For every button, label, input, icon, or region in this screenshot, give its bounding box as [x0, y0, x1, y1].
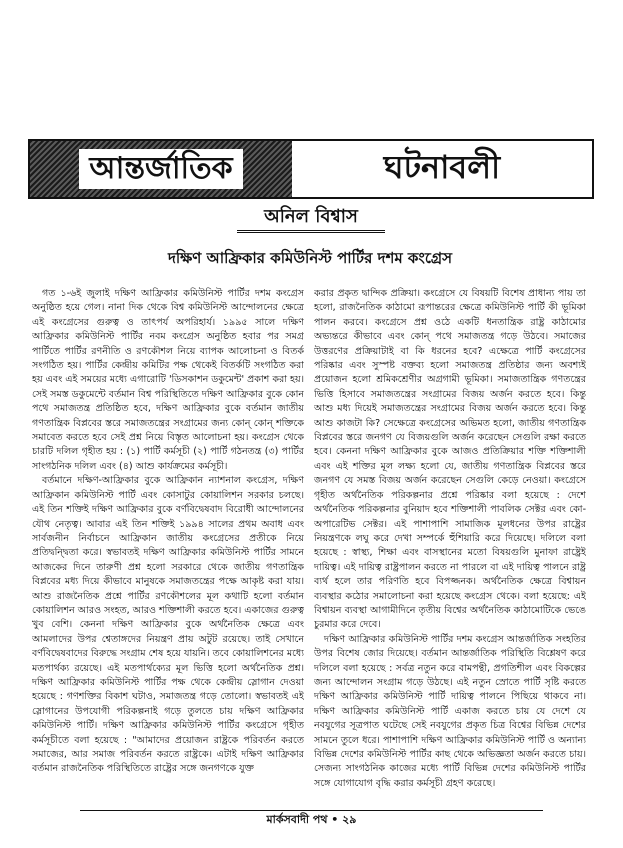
paragraph: গত ১-৬ই জুলাই দক্ষিণ আফ্রিকার কমিউনিস্ট পার্টির দশম কংগ্রেস অনুষ্ঠিত হয়ে গেল। নানা দিক থেকে বিশ্ব কমিউনিস্ট আন্দোলনের ক্ষেত্রে এই কংগ্রেসের গুরুত্ব ও তাৎপর্য অপরিহার্য। ১৯৯৫ সালে দক্ষিণ আফ্রিকার কমিউনিস্ট পার্টির নবম কংগ্রেস অনুষ্ঠিত হবার পর সমগ্র পার্টিতে পার্টির রণনীতি ও রণকৌশল নিয়ে ব্যাপক আলোচনা ও বিতর্ক সংগঠিত হয়। পার্টির কেন্দ্রীয় কমিটির পক্ষ থেকেই বিতর্কটি সংগঠিত করা হয় এবং এই সময়ের মধ্যে এগারোটি 'ডিসকাশন ডকুমেন্ট' প্রকাশ করা হয়। সেই সমস্ত ডকুমেন্টে বর্তমান বিশ্ব পরিস্থিতিতে দক্ষিণ আফ্রিকার বুকে কোন পথে সমাজতন্ত্র প্রতিষ্ঠিত হবে, দক্ষিণ আফ্রিকার বুকে বর্তমান জাতীয় গণতান্ত্রিক বিপ্লবের স্তরে সমাজতন্ত্রের সংগ্রামের জন্য কোন্ কোন্ শক্তিকে সমাবেত করতে হবে সেই প্রশ্ন নিয়ে বিস্তৃত আলোচনা হয়। কংগ্রেস থেকে চারটি দলিল গৃহীত হয় : (১) পার্টি কর্মসূচী (২) পার্টি গঠনতন্ত্র (৩) পার্টির সাংগঠনিক দলিল এবং (৪) আশু কার্যক্রমের কর্মসূচী।: [32, 288, 304, 472]
banner-left-label: আন্তর্জাতিক: [79, 149, 242, 189]
section-banner: [28, 139, 594, 199]
author-name: অনিল বিশ্বাস: [237, 203, 385, 233]
page-footer: মার্কসবাদী পথ • ২৯: [80, 810, 543, 830]
paragraph: বর্তমানে দক্ষিণ-আফ্রিকার বুকে আফ্রিকান ন্যাশনাল কংগ্রেস, দক্ষিণ আফ্রিকান কমিউনিস্ট পার্টি এবং কোসাটুর কোয়ালিশন সরকার চলছে। এই তিন শক্তিই দক্ষিণ আফ্রিকার বুকে বর্ণবিদ্বেষবাদ বিরোধী আন্দোলনের যৌথ নেতৃত্ব। আবার এই তিন শক্তিই ১৯৯৪ সালের প্রথম অবাধ এবং সার্বজনীন নির্বাচনে আফ্রিকান জাতীয় কংগ্রেসের প্রতীকে নিয়ে প্রতিদ্বন্দ্বিতা করে। স্বভাবতই দক্ষিণ আফ্রিকার কমিউনিস্ট পার্টির সামনে আজকের দিনে তারুণী প্রশ্ন হলো সরকারে থেকে জাতীয় গণতান্ত্রিক বিপ্লবের মধ্য দিয়ে কীভাবে মানুষকে সমাজতন্ত্রের পক্ষে আকৃষ্ট করা যায়। আশু রাজনৈতিক প্রশ্নে পার্টির রণকৌশলের মূল কথাটি হলো বর্তমান কোয়ালিশন আরও সংহত, আরও শক্তিশালী করতে হবে। একাজের গুরুত্ব খুব বেশি। কেননা দক্ষিণ আফ্রিকার বুকে অর্থনৈতিক ক্ষেত্রে এবং আমলাদের উপর শ্বেতাঙ্গদের নিয়ন্ত্রণ প্রায় অটুট রয়েছে। তাই সেখানে বর্ণবিদ্বেষবাদের বিরুদ্ধে সংগ্রাম শেষ হয়ে যায়নি। তবে কোয়ালিশনের মধ্যে মতপার্থক্য রয়েছে। এই মতপার্থক্যের মূল ভিত্তি হলো অর্থনৈতিক প্রশ্ন। দক্ষিণ আফ্রিকার কমিউনিস্ট পার্টির পক্ষ থেকে কেন্দ্রীয় স্লোগান দেওয়া হয়েছে : গণশক্তির বিকাশ ঘটাও, সমাজতন্ত্র গড়ে তোলো। স্বভাবতই এই স্লোগানের উপযোগী পরিকল্পনাই গড়ে তুলতে চায় দক্ষিণ আফ্রিকার কমিউনিস্ট পার্টি। দক্ষিণ আফ্রিকার কমিউনিস্ট পার্টির কংগ্রেসে গৃহীত কর্মসূচীতে বলা হয়েছে : "আমাদের প্রয়োজন রাষ্ট্রকে পরিবর্তন করতে সমাজের, আর সমাজ পরিবর্তন করতে রাষ্ট্রকে। এটাই দক্ষিণ আফ্রিকার বর্তমান রাজনৈতিক পরিস্থিতিতে রাষ্ট্রের সঙ্গে জনগণকে যুক্ত: [32, 475, 304, 775]
left-column: [32, 287, 304, 799]
right-column: [314, 287, 586, 799]
article-title: দক্ষিণ আফ্রিকার কমিউনিস্ট পার্টির দশম কংগ্রেস: [167, 249, 453, 267]
banner-left-panel: [30, 141, 292, 197]
paragraph: করার প্রকৃত দ্বান্দিক প্রক্রিয়া। কংগ্রেসে যে বিষয়টি বিশেষ প্রাধান্য পায় তা হলো, রাজনৈতিক কাঠামো রূপান্তরের ক্ষেত্রে কমিউনিস্ট পার্টি কী ভূমিকা পালন করবে। কংগ্রেসে প্রশ্ন ওঠে একটি ধনতান্ত্রিক রাষ্ট্র কাঠামোর অভ্যন্তরে কীভাবে এবং কোন্ পথে সমাজতন্ত্র গড়ে উঠবে। সমাজের উত্তরণের প্রক্রিয়াটাই বা কি ধরনের হবে? এক্ষেত্রে পার্টি কংগ্রেসের পরিষ্কার এবং সুস্পষ্ট বক্তব্য হলো সমাজতন্ত্র প্রতিষ্ঠার জন্য অবশ্যই প্রয়োজন হলো শ্রমিকশ্রেণীর অগ্রগামী ভূমিকা। সমাজতান্ত্রিক গণতন্ত্রের ভিত্তি হিসাবে সমাজতন্ত্রের সংগ্রামের বিজয় অর্জন করতে হবে। কিন্তু আশু মধ্য দিয়েই সমাজতন্ত্রের সংগ্রামের বিজয় অর্জন করতে হবে। কিন্তু আশু কাজটা কি? সেক্ষেত্রে কংগ্রেসের অভিমত হলো, জাতীয় গণতান্ত্রিক বিপ্লবের স্তরে জনগণ যে বিজয়গুলি অর্জন করেছেন সেগুলি রক্ষা করতে হবে। কেননা দক্ষিণ আফ্রিকার বুকে আজও প্রতিক্রিয়ার শক্তি শক্তিশালী এবং এই শক্তির মূল লক্ষ্য হলো যে, জাতীয় গণতান্ত্রিক বিপ্লবের স্তরে জনগণ যে সমস্ত বিজয় অর্জন করেছেন সেগুলি কেড়ে নেওয়া। কংগ্রেসে গৃহীত অর্থনৈতিক পরিকল্পনার প্রশ্নে পরিষ্কার বলা হয়েছে : দেশে অর্থনৈতিক পরিকল্পনার বুনিয়াদ হবে শক্তিশালী পাবলিক সেক্টর এবং কো-অপারেটিভ সেক্টর। এই পাশাপাশি সামাজিক মূলধনের উপর রাষ্ট্রের নিয়ন্ত্রণকে লঘু করে দেখা সম্পর্কে হুঁশিয়ারি করে দিয়েছে। দলিলে বলা হয়েছে : স্বাস্থ্য, শিক্ষা এবং বাসস্থানের মতো বিষয়গুলি মুনাফা রাষ্ট্রেই দায়িত্ব। এই দায়িত্ব রাষ্ট্রপালন করতে না পারলে বা এই দায়িত্ব পালনে রাষ্ট্র ব্যর্থ হলে তার পরিণতি হবে বিপজ্জনক। অর্থনৈতিক ক্ষেত্রে বিশ্বায়ন ব্যবস্থার কঠোর সমালোচনা করা হয়েছে কংগ্রেস থেকে। বলা হয়েছে: এই বিশ্বায়ন ব্যবস্থা আগামীদিনে তৃতীয় বিশ্বের অর্থনৈতিক কাঠামোটিকে ভেঙে চুরমার করে দেবে।: [314, 288, 586, 631]
banner-right-label: ঘটনাবলী: [383, 148, 501, 186]
paragraph: দক্ষিণ আফ্রিকার কমিউনিস্ট পার্টির দশম কংগ্রেস আন্তর্জাতিক সংহতির উপর বিশেষ জোর দিয়েছে। বর্তমান আন্তর্জাতিক পরিস্থিতি বিশ্লেষণ করে দলিলে বলা হয়েছে : সর্বত্র নতুন করে বামপন্থী, প্রগতিশীল এবং বিকল্পের জন্য আন্দোলন সংগ্রাম গড়ে উঠছে। এই নতুন স্রোতে পার্টি সৃষ্টি করতে দক্ষিণ আফ্রিকার কমিউনিস্ট পার্টি দায়িত্ব পালনে পিছিয়ে থাকবে না। দক্ষিণ আফ্রিকার কমিউনিস্ট পার্টি একাজ করতে চায় যে দেশে যে নবযুগের সূত্রপাত ঘটেছে সেই নবযুগের প্রকৃত চিত্র বিশ্বের বিভিন্ন দেশের সামনে তুলে ধরে। পাশাপাশি দক্ষিণ আফ্রিকার কমিউনিস্ট পার্টি ও অন্যান্য বিভিন্ন দেশের কমিউনিস্ট পার্টির কাছ থেকে অভিজ্ঞতা অর্জন করতে চায়। সেজন্য সাংগঠনিক কাজের মধ্যে পার্টি বিভিন্ন দেশের কমিউনিস্ট পার্টির সঙ্গে যোগাযোগ বৃদ্ধি করার কর্মসূচী গ্রহণ করেছে।: [314, 633, 586, 789]
